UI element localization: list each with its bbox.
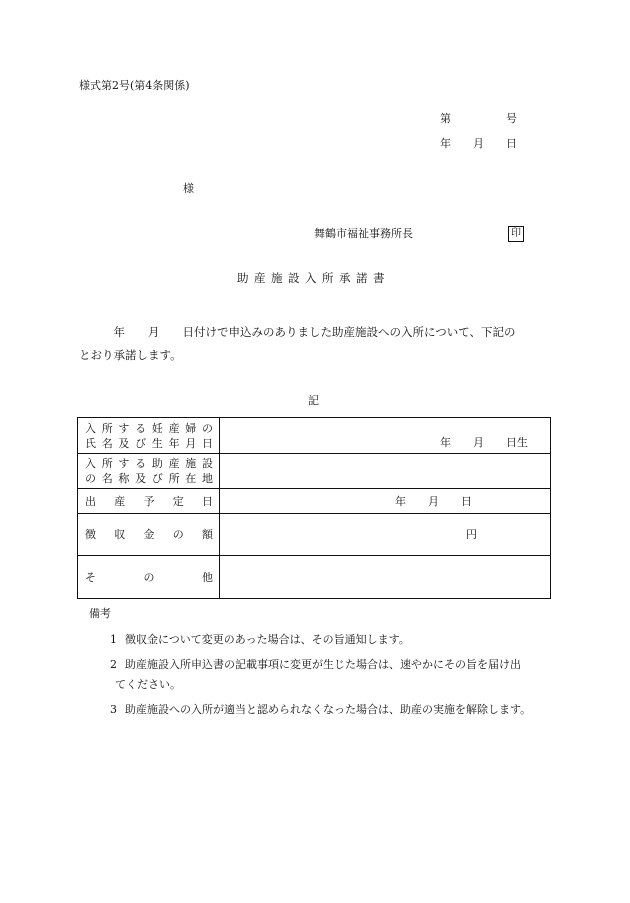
label-mother-line1: 入所する妊産婦の [85,421,213,435]
addressee-suffix: 様 [183,182,194,195]
value-facility [220,454,551,489]
notes-heading: 備考 [89,607,111,620]
birth-date-placeholder: 年 月 日生 [440,436,528,449]
body-line-2: とおり承諾します。 [79,348,182,362]
value-mother [220,418,551,454]
value-fee [220,514,551,556]
document-title: 助産施設入所承諾書 [237,271,390,285]
table-row-fee [78,514,551,556]
seal-stamp: 印 [508,226,524,242]
issuer-name: 舞鶴市福祉事務所長 [314,227,413,240]
label-mother [78,418,220,454]
label-due-date: 出産予定日 [78,489,220,514]
table-row-mother [78,418,551,454]
label-facility [78,454,220,489]
label-facility-line2: の名称及び所在地 [85,472,213,485]
fee-unit: 円 [466,528,477,541]
note-3-text: 助産施設への入所が適当と認められなくなった場合は、助産の実施を解除します。 [125,703,532,716]
note-3-number: 3 [110,703,117,716]
body-line-1: 年 月 日付けで申込みのありました助産施設への入所について、下記の [79,325,516,339]
label-facility-line1: 入所する助産施設 [85,457,213,470]
table-row-facility [78,454,551,489]
document-number: 第 号 [440,112,517,125]
table-row-other [78,556,551,599]
note-2-continuation: てください。 [115,678,181,691]
label-fee: 徴収金の額 [78,514,220,556]
label-other: その他 [78,556,220,599]
details-table [77,417,551,599]
value-due-date [220,489,551,514]
note-2-number: 2 [110,658,117,671]
form-number: 様式第2号(第4条関係) [79,79,190,92]
note-2-text: 助産施設入所申込書の記載事項に変更が生じた場合は、速やかにその旨を届け出 [125,658,521,671]
due-date-placeholder: 年 月 日 [395,495,472,508]
label-mother-line2: 氏名及び生年月日 [85,436,213,450]
document-date: 年 月 日 [440,137,517,150]
note-1-text: 徴収金について変更のあった場合は、その旨通知します。 [125,633,410,646]
value-other [220,556,551,599]
ki-heading: 記 [308,394,319,407]
note-1-number: 1 [110,633,117,646]
table-row-due-date [78,489,551,514]
